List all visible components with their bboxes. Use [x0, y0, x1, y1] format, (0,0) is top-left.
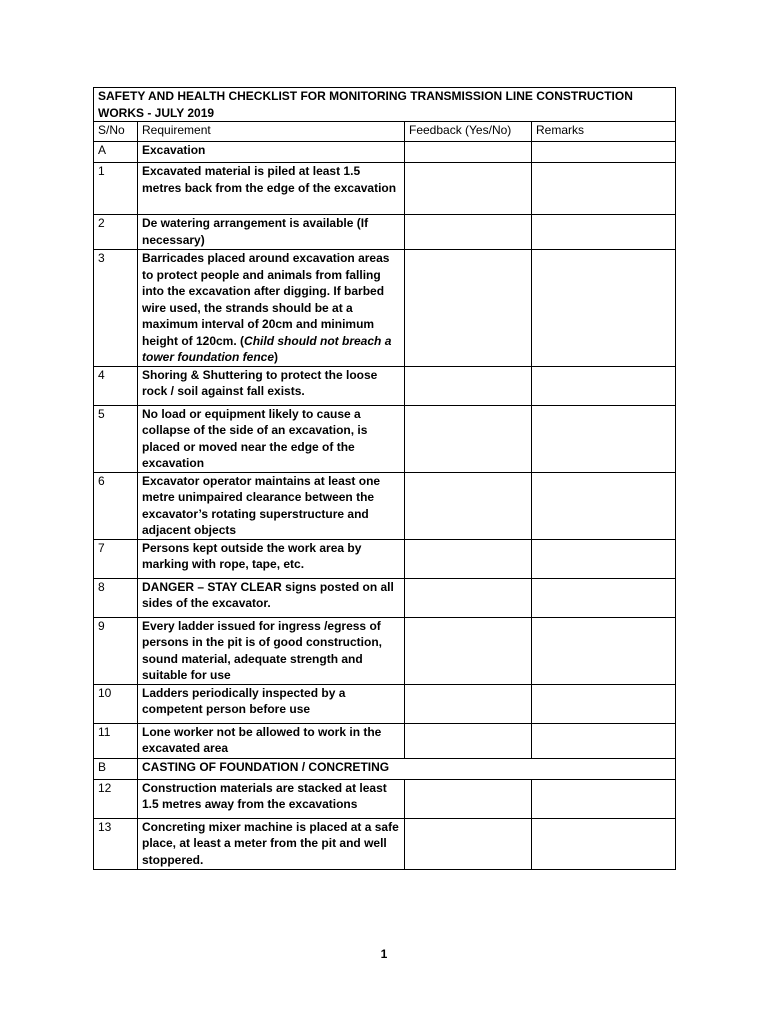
column-header-feedback: Feedback (Yes/No): [405, 122, 532, 142]
item-requirement: De watering arrangement is available (If necessary): [138, 215, 405, 250]
remarks-cell: [532, 684, 676, 723]
column-header-remarks: Remarks: [532, 122, 676, 142]
feedback-cell: [405, 250, 532, 367]
item-sno: 9: [94, 617, 138, 684]
table-row: [94, 723, 676, 758]
table-row: [94, 163, 676, 215]
feedback-cell: [405, 617, 532, 684]
title-row: [94, 88, 676, 122]
feedback-cell: [405, 578, 532, 617]
item-requirement: Excavator operator maintains at least one metre unimpaired clearance between the excavator’s rotating superstructure and adjacent objects: [138, 472, 405, 539]
remarks-cell: [532, 723, 676, 758]
item-sno: 8: [94, 578, 138, 617]
table-row: [94, 250, 676, 367]
remarks-cell: [532, 578, 676, 617]
item-requirement-suffix: ): [274, 350, 278, 364]
remarks-cell: [532, 215, 676, 250]
checklist-table: [93, 87, 676, 870]
feedback-cell: [405, 472, 532, 539]
remarks-cell: [532, 250, 676, 367]
remarks-cell: [532, 366, 676, 405]
item-requirement: Lone worker not be allowed to work in the excavated area: [138, 723, 405, 758]
item-requirement-emphasis: Child should not breach a tower foundation fence: [142, 333, 392, 364]
document-title: SAFETY AND HEALTH CHECKLIST FOR MONITORING TRANSMISSION LINE CONSTRUCTION WORKS - JULY 2019: [94, 88, 676, 122]
item-requirement: Excavated material is piled at least 1.5 metres back from the edge of the excavation: [138, 163, 405, 215]
item-requirement: Persons kept outside the work area by marking with rope, tape, etc.: [138, 539, 405, 578]
table-row: [94, 818, 676, 869]
item-requirement: No load or equipment likely to cause a collapse of the side of an excavation, is placed or moved near the edge of the excavation: [138, 405, 405, 472]
table-row: [94, 578, 676, 617]
remarks-cell: [532, 617, 676, 684]
header-row: [94, 122, 676, 142]
remarks-cell: [532, 163, 676, 215]
item-requirement: Construction materials are stacked at least 1.5 metres away from the excavations: [138, 779, 405, 818]
remarks-cell: [532, 779, 676, 818]
item-sno: 5: [94, 405, 138, 472]
column-header-requirement: Requirement: [138, 122, 405, 142]
feedback-cell: [405, 723, 532, 758]
feedback-cell: [405, 215, 532, 250]
feedback-cell: [405, 366, 532, 405]
section-row-a: [94, 142, 676, 163]
feedback-cell: [405, 405, 532, 472]
section-label: CASTING OF FOUNDATION / CONCRETING: [138, 758, 676, 779]
item-sno: 4: [94, 366, 138, 405]
item-requirement: Ladders periodically inspected by a competent person before use: [138, 684, 405, 723]
item-requirement: [138, 250, 405, 367]
feedback-cell: [405, 163, 532, 215]
item-sno: 10: [94, 684, 138, 723]
section-sno: B: [94, 758, 138, 779]
section-label: Excavation: [138, 142, 405, 163]
table-row: [94, 539, 676, 578]
remarks-cell: [532, 405, 676, 472]
section-row-b: [94, 758, 676, 779]
item-sno: 6: [94, 472, 138, 539]
table-row: [94, 405, 676, 472]
feedback-cell: [405, 684, 532, 723]
item-sno: 7: [94, 539, 138, 578]
item-requirement: Every ladder issued for ingress /egress of persons in the pit is of good construction, sound material, adequate strength and suitable for use: [138, 617, 405, 684]
item-requirement: DANGER – STAY CLEAR signs posted on all sides of the excavator.: [138, 578, 405, 617]
feedback-cell: [405, 818, 532, 869]
column-header-sno: S/No: [94, 122, 138, 142]
remarks-cell: [532, 818, 676, 869]
table-row: [94, 366, 676, 405]
item-requirement-text: Barricades placed around excavation areas to protect people and animals from falling into the excavation after digging. If barbed wire used, the strands should be at a maximum interval of 20cm and minimum height of 120cm. (: [142, 251, 390, 348]
item-sno: 2: [94, 215, 138, 250]
feedback-cell: [405, 142, 532, 163]
item-requirement: Concreting mixer machine is placed at a safe place, at least a meter from the pit and well stoppered.: [138, 818, 405, 869]
item-sno: 11: [94, 723, 138, 758]
feedback-cell: [405, 539, 532, 578]
remarks-cell: [532, 539, 676, 578]
item-sno: 12: [94, 779, 138, 818]
item-sno: 1: [94, 163, 138, 215]
remarks-cell: [532, 142, 676, 163]
table-row: [94, 684, 676, 723]
feedback-cell: [405, 779, 532, 818]
remarks-cell: [532, 472, 676, 539]
table-row: [94, 617, 676, 684]
item-sno: 3: [94, 250, 138, 367]
page-number: 1: [380, 947, 388, 961]
item-sno: 13: [94, 818, 138, 869]
table-row: [94, 215, 676, 250]
table-row: [94, 779, 676, 818]
table-row: [94, 472, 676, 539]
section-sno: A: [94, 142, 138, 163]
item-requirement: Shoring & Shuttering to protect the loose rock / soil against fall exists.: [138, 366, 405, 405]
